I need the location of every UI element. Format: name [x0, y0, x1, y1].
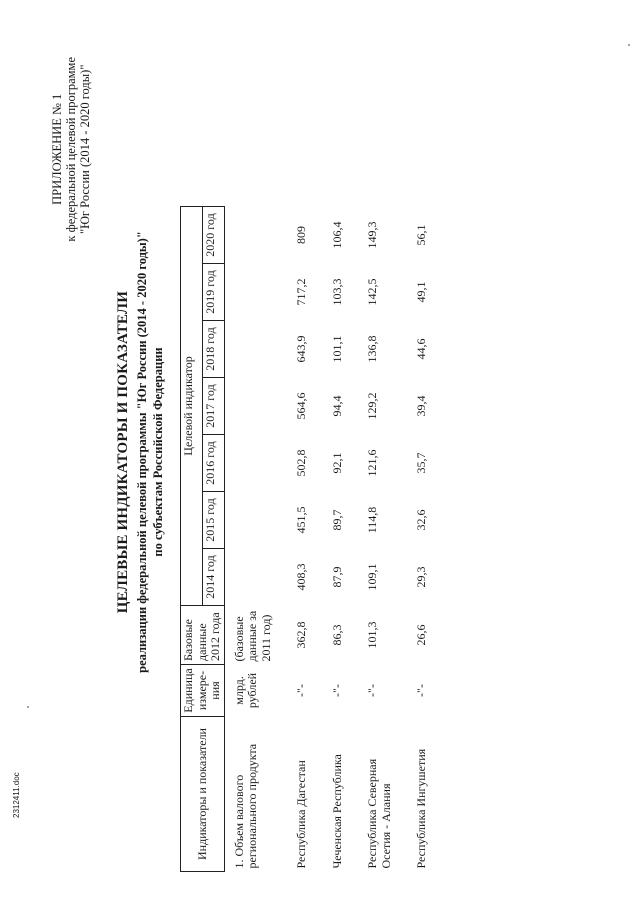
unit-cell: -"- [365, 684, 379, 697]
scan-speck [27, 706, 29, 708]
appendix-line-1: ПРИЛОЖЕНИЕ № 1 [50, 93, 64, 205]
year-value [224, 264, 287, 321]
year-value: 35,7 [414, 452, 428, 474]
year-value: 56,1 [414, 224, 428, 246]
document-filename: 2312411.doc [12, 772, 21, 818]
unit-cell: млрд. рублей [231, 672, 259, 709]
document-title: ЦЕЛЕВЫЕ ИНДИКАТОРЫ И ПОКАЗАТЕЛИ [115, 290, 131, 614]
rotated-page-content [40, 27, 600, 877]
year-value: 502,8 [294, 449, 308, 477]
year-value: 49,1 [414, 281, 428, 303]
header-year: 2020 год [202, 207, 224, 264]
year-value: 94,4 [329, 395, 344, 417]
year-value: 408,3 [294, 563, 308, 591]
appendix-line-2: к федеральной целевой программе [64, 57, 78, 242]
year-value: 44,6 [414, 338, 428, 360]
base-value: 362,8 [294, 621, 308, 649]
unit-cell: -"- [414, 684, 428, 697]
base-value: 26,6 [414, 624, 428, 646]
indicator-name: 1. Объем валового регионального продукта [231, 743, 259, 869]
unit-cell: -"- [329, 684, 344, 697]
header-unit: Единица измере-ния [181, 665, 225, 717]
header-base: Базовые данные 2012 года [181, 606, 225, 665]
year-value: 809 [294, 226, 308, 244]
header-year: 2014 год [202, 549, 224, 606]
header-year: 2019 год [202, 264, 224, 321]
header-year: 2017 год [202, 378, 224, 435]
base-value: 101,3 [365, 621, 379, 649]
indicator-name: Республика Северная Осетия - Алания [365, 758, 393, 869]
table-row [224, 207, 287, 872]
year-value: 87,9 [329, 566, 344, 588]
base-value: 86,3 [329, 624, 344, 646]
header-year: 2016 год [202, 435, 224, 492]
year-value: 29,3 [414, 566, 428, 588]
year-value [224, 492, 287, 549]
year-value: 89,7 [329, 509, 344, 531]
year-value: 643,9 [294, 335, 308, 363]
appendix-note [50, 57, 92, 242]
document-subtitle-2: по субъектам Российской Федерации [151, 347, 165, 557]
base-value: (базовые данные за 2011 год) [231, 610, 273, 662]
year-value: 121,6 [365, 449, 379, 477]
table-row [407, 207, 443, 872]
table-row [287, 207, 323, 872]
unit-cell: -"- [294, 684, 308, 697]
document-heading [115, 27, 166, 877]
year-value: 136,8 [365, 335, 379, 363]
indicators-table [180, 206, 443, 872]
header-year: 2018 год [202, 321, 224, 378]
year-value: 103,3 [329, 278, 344, 306]
year-value: 142,5 [365, 278, 379, 306]
indicator-name: Республика Ингушетия [414, 748, 428, 869]
header-target-group: Целевой индикатор [181, 207, 203, 606]
year-value: 129,2 [365, 392, 379, 420]
header-year: 2015 год [202, 492, 224, 549]
table-row [323, 207, 359, 872]
appendix-line-3: "Юг России (2014 - 2020 годы)" [78, 64, 92, 235]
year-value: 92,1 [329, 452, 344, 474]
year-value: 564,6 [294, 392, 308, 420]
year-value [224, 207, 287, 264]
year-value: 109,1 [365, 563, 379, 591]
year-value: 451,5 [294, 506, 308, 534]
table-row [358, 207, 407, 872]
year-value: 106,4 [329, 221, 344, 249]
scan-speck [628, 44, 630, 46]
year-value: 32,6 [414, 509, 428, 531]
year-value: 717,2 [294, 278, 308, 306]
year-value: 39,4 [414, 395, 428, 417]
year-value [224, 378, 287, 435]
indicator-name: Республика Дагестан [294, 760, 308, 869]
indicator-name: Чеченская Республика [329, 754, 344, 869]
header-indicator: Индикаторы и показатели [181, 717, 225, 872]
document-subtitle: реализации федеральной целевой программы "Юг России (2014 - 2020 годы)" [135, 231, 149, 673]
year-value [224, 435, 287, 492]
year-value: 149,3 [365, 221, 379, 249]
year-value [224, 549, 287, 606]
year-value: 101,1 [329, 335, 344, 363]
year-value [224, 321, 287, 378]
year-value: 114,8 [365, 506, 379, 534]
